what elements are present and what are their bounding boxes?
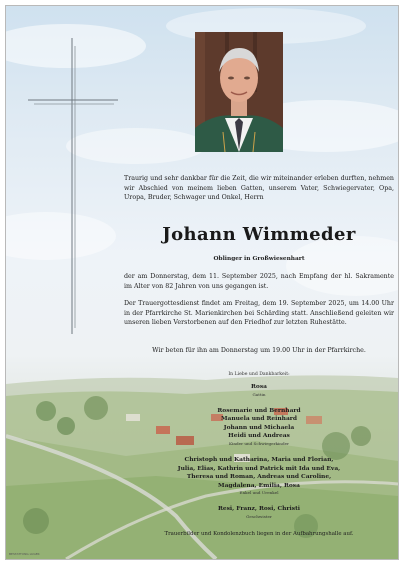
origin-text: Oblinger in Großwiesenhart xyxy=(213,256,305,262)
wife-name: Rosa xyxy=(251,383,267,390)
grandchildren-role: Enkel und Urenkel xyxy=(239,490,279,496)
children-role: Kinder und Schwiegerkinder xyxy=(229,440,289,446)
wife-role: Gattin xyxy=(252,391,266,397)
cross-icon xyxy=(28,38,118,334)
footer-note: Trauerbilder und Kondolenzbuch liegen in der Aufbahrungshalle auf. xyxy=(164,530,354,537)
prayer-text: Wir beten für ihn am Donnerstag um 19.00 Uhr in der Pfarrkirche. xyxy=(152,347,366,354)
deceased-name: Johann Wimmeder xyxy=(162,224,356,245)
mourners-intro: In Liebe und Dankbarkeit: xyxy=(228,372,290,377)
child-line: Rosemarie und Bernhard xyxy=(217,406,301,414)
child-line: Manuela und Reinhard xyxy=(221,415,297,423)
service-text: Der Trauergottesdienst findet am Freitag, dem 19. September 2025, um 14.00 Uhr in der Pfarrkirche St. Marienkirchen bei Schärding statt. Anschließend geleiten wir unseren lieben Verstorbenen auf den Friedhof zur letzten Ruhestätte. xyxy=(124,300,394,327)
mourners-block xyxy=(124,371,394,538)
siblings-line: Resi, Franz, Rosi, Christi xyxy=(217,505,301,513)
grandchild-line: Christoph und Katharina, Maria und Florian, xyxy=(184,455,334,463)
child-line: Heidi und Andreas xyxy=(228,432,290,440)
grandchild-line: Theresa und Roman, Andreas und Caroline, xyxy=(186,473,332,481)
obituary-card xyxy=(5,5,399,560)
photo-credit: BESTATTUNG LUGER xyxy=(9,552,40,556)
child-line: Johann und Michaela xyxy=(223,423,295,431)
grandchild-line: Julia, Elias, Kathrin und Patrick mit Ida und Eva, xyxy=(177,464,341,472)
portrait-photo xyxy=(195,32,283,152)
grandchild-line: Magdalena, Emilia, Rosa xyxy=(218,481,300,489)
siblings-role: Geschwister xyxy=(246,513,272,519)
death-text: der am Donnerstag, dem 11. September 2025, nach Empfang der hl. Sakramente im Alter von 82 Jahren von uns gegangen ist. xyxy=(124,273,394,290)
intro-text: Traurig und sehr dankbar für die Zeit, die wir miteinander erleben durften, nehmen wir Abschied von meinem lieben Gatten, unserem Vater, Schwiegervater, Opa, Uropa, Bruder, Schwager und Onkel, Herrn xyxy=(124,175,394,202)
